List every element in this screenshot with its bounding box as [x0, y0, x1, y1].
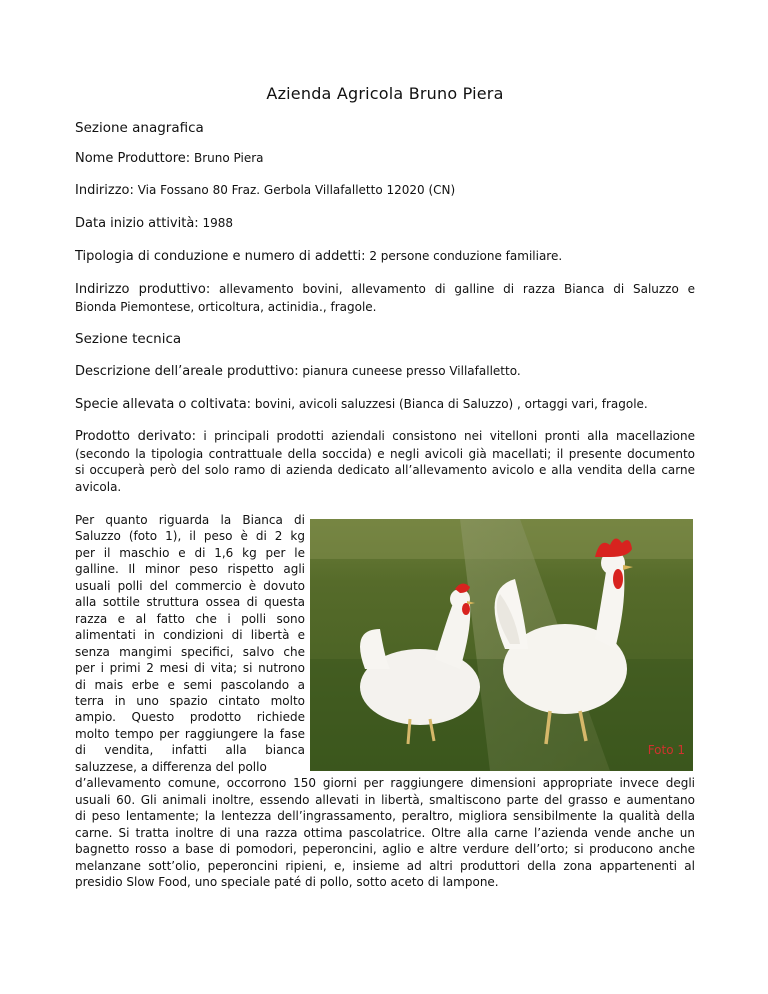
field-label: Indirizzo produttivo: [75, 282, 211, 297]
field-areale [75, 363, 695, 380]
paragraph-line: alla sottile struttura ossea di questa [75, 595, 305, 610]
paragraph-line: per i primi 2 mesi di vita; si nutrono [75, 661, 305, 676]
paragraph-line: per il maschio e di 1,6 kg per le [75, 545, 305, 560]
field-value: i principali prodotti aziendali consistono nei vitelloni pronti alla macellazione [195, 429, 696, 443]
field-value: Via Fossano 80 Fraz. Gerbola Villafalletto 12020 (CN) [133, 183, 456, 197]
field-value: 2 persone conduzione familiare. [365, 249, 563, 263]
chickens-illustration [310, 519, 693, 771]
paragraph-line: Bionda Piemontese, orticoltura, actinidia., fragole. [75, 299, 377, 314]
field-label: Data inizio attività: [75, 216, 199, 231]
paragraph-line: galline. Il minor peso rispetto agli [75, 562, 305, 577]
field-label: Prodotto derivato: [75, 429, 196, 444]
paragraph-line: usuali polli del commercio è dovuto [75, 578, 305, 593]
paragraph-line: usuali 60. Gli animali inoltre, essendo allevati in libertà, smaltiscono parte del grasso e aumentano [75, 792, 695, 807]
paragraph-line: saluzzese, a differenza del pollo [75, 759, 267, 774]
paragraph-line: alimentati in condizioni di libertà e [75, 628, 305, 643]
field-value: Bruno Piera [190, 151, 264, 165]
field-value: 1988 [198, 216, 234, 230]
field-label: Tipologia di conduzione e numero di addetti: [75, 249, 366, 264]
paragraph-line: (secondo la tipologia contrattuale della soccida) e negli avicoli già macellati; il presente documento [75, 446, 695, 461]
field-nome-produttore [75, 150, 695, 167]
field-label: Nome Produttore: [75, 151, 191, 166]
paragraph-line: carne. Si tratta inoltre di una razza ottima pascolatrice. Oltre alla carne l’azienda vende anche un [75, 825, 695, 840]
paragraph-line: melanzane sott’olio, peperoncini ripieni, e, insieme ad altri produttori della zona appartenenti al [75, 858, 695, 873]
paragraph-line: di vendita, infatti alla bianca [75, 743, 305, 758]
paragraph-line: ampio. Questo prodotto richiede [75, 710, 305, 725]
paragraph-line: presidio Slow Food, uno speciale paté di pollo, sotto aceto di lampone. [75, 875, 499, 889]
paragraph-line: Per quanto riguarda la Bianca di [75, 513, 305, 527]
section-heading-tecnica: Sezione tecnica [75, 331, 182, 347]
field-label: Indirizzo: [75, 183, 134, 198]
paragraph-line [75, 281, 695, 299]
paragraph-line: terra in uno spazio cintato molto [75, 693, 305, 708]
paragraph-line: d’allevamento comune, occorrono 150 giorni per raggiungere dimensioni appropriate invece degli [75, 776, 695, 790]
field-value: pianura cuneese presso Villafalletto. [298, 364, 521, 378]
field-prodotto-derivato [75, 428, 695, 495]
paragraph-line: avicola. [75, 479, 122, 494]
document-title: Azienda Agricola Bruno Piera [266, 84, 504, 103]
field-label: Descrizione dell’areale produttivo: [75, 364, 299, 379]
field-indirizzo [75, 182, 695, 199]
field-specie [75, 396, 695, 413]
field-value: allevamento bovini, allevamento di galline di razza Bianca di Saluzzo e [210, 282, 695, 296]
paragraph-line: bagnetto rosso a base di pomodori, peperoncini, aglio e altre verdure dell’orto; si producono anche [75, 842, 695, 856]
field-tipologia [75, 248, 695, 265]
paragraph-line: razza e al fatto che i polli sono [75, 611, 305, 626]
photo-caption: Foto 1 [647, 743, 685, 757]
field-value: bovini, avicoli saluzzesi (Bianca di Saluzzo) , ortaggi vari, fragole. [251, 397, 648, 411]
paragraph-line: molto tempo per raggiungere la fase [75, 726, 305, 741]
photo-chickens [310, 519, 693, 771]
field-data-inizio [75, 215, 695, 232]
paragraph-line: di mais erbe e semi pascolando a [75, 677, 305, 692]
field-label: Specie allevata o coltivata: [75, 397, 252, 412]
paragraph-line: Saluzzo (foto 1), il peso è di 2 kg [75, 529, 305, 544]
section-heading-anagrafica: Sezione anagrafica [75, 120, 204, 136]
paragraph-line: si occuperà però del solo ramo di azienda dedicato all’allevamento avicolo e alla vendita della carne [75, 463, 695, 477]
field-indirizzo-produttivo [75, 281, 695, 315]
paragraph-line: di peso lentamente; la lentezza dell’ingrassamento, peraltro, migliora sensibilmente la qualità della [75, 809, 695, 823]
paragraph-line [75, 428, 695, 446]
paragraph-line: senza mangimi specifici, salvo che [75, 644, 305, 659]
